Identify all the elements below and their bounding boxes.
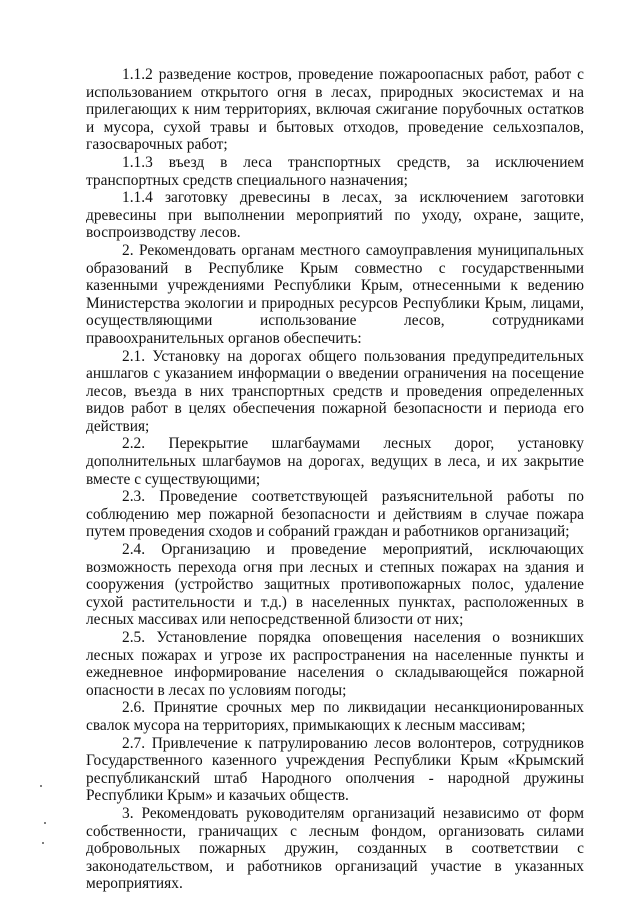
paragraph-1-1-2: 1.1.2 разведение костров, проведение пожароопасных работ, работ с использованием открытого огня в лесах, природных экосистемах и на прилегающих к ним территориях, включая сжигание порубочных остатков и мусора, сухой травы и бытовых отходов, проведение сельхозпалов, газосварочных работ;	[86, 66, 584, 154]
paragraph-1-1-4: 1.1.4 заготовку древесины в лесах, за исключением заготовки древесины при выполнении мероприятий по уходу, охране, защите, воспроизводству лесов.	[86, 189, 584, 242]
paragraph-2-3: 2.3. Проведение соответствующей разъяснительной работы по соблюдению мер пожарной безопасности и действиям в случае пожара путем проведения сходов и собраний граждан и работников организаций;	[86, 488, 584, 541]
paragraph-2-4: 2.4. Организацию и проведение мероприятий, исключающих возможность перехода огня при лесных и степных пожарах на здания и сооружения (устройство защитных противопожарных полос, удаление сухой растительности и т.д.) в населенных пунктах, расположенных в лесных массивах или непосредственной близости от них;	[86, 541, 584, 629]
paragraph-2-1: 2.1. Установку на дорогах общего пользования предупредительных аншлагов с указанием информации о введении ограничения на посещение лесов, въезда в них транспортных средств и проведения определенных видов работ в целях обеспечения пожарной безопасности и периода его действия;	[86, 347, 584, 435]
scan-speck	[44, 822, 46, 824]
scan-speck	[40, 785, 42, 787]
paragraph-3: 3. Рекомендовать руководителям организаций независимо от форм собственности, граничащих с лесным фондом, организовать силами добровольных пожарных дружин, созданных в соответствии с законодательством, и работников организаций участие в указанных мероприятиях.	[86, 804, 584, 893]
paragraph-2-5: 2.5. Установление порядка оповещения населения о возникших лесных пожарах и угрозе их распространения на населенные пункты и ежедневное информирование населения о складывающейся пожарной опасности в лесах по условиям погоды;	[86, 629, 584, 699]
scan-speck	[42, 842, 44, 844]
paragraph-2: 2. Рекомендовать органам местного самоуправления муниципальных образований в Республике Крым совместно с государственными казенными учреждениями Республики Крым, отнесенными к ведению Министерства экологии и природных ресурсов Республики Крым, лицами, осуществляющими использование лесов, сотрудниками правоохранительных органов обеспечить:	[86, 241, 584, 347]
paragraph-1-1-3: 1.1.3 въезд в леса транспортных средств, за исключением транспортных средств специального назначения;	[86, 153, 584, 189]
paragraph-2-6: 2.6. Принятие срочных мер по ликвидации несанкционированных свалок мусора на территориях, примыкающих к лесным массивам;	[86, 699, 584, 734]
paragraph-2-2: 2.2. Перекрытие шлагбаумами лесных дорог, установку дополнительных шлагбаумов на дорогах, ведущих в леса, и их закрытие вместе с существующими;	[86, 435, 584, 488]
paragraph-2-7: 2.7. Привлечение к патрулированию лесов волонтеров, сотрудников Государственного казенного учреждения Республики Крым «Крымский республиканский штаб Народного ополчения - народной дружины Республики Крым» и казачьих обществ.	[86, 734, 584, 805]
